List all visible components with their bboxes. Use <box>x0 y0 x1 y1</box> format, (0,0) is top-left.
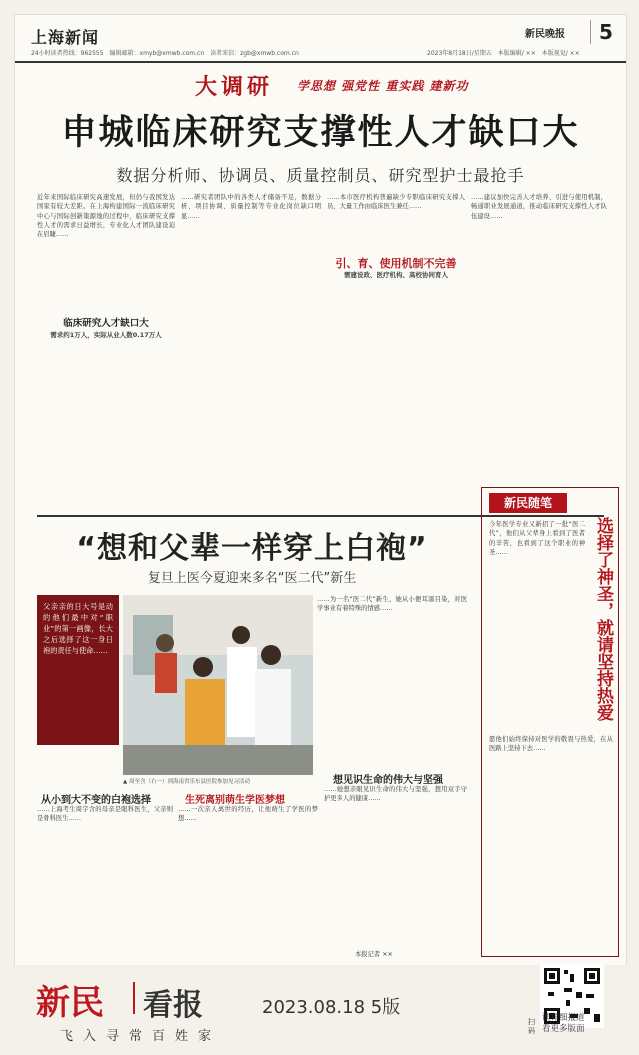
story2-intro-box: 父亲亲的日大号是动的他们最中对“职业”的第一画像，长大之后选择了这一身日袍的责任与使命…… <box>37 595 119 745</box>
masthead <box>15 15 626 63</box>
commentary-text-2: 愿他们始终保持对医学的敬畏与热爱，在从医路上坚持下去…… <box>489 736 613 753</box>
column-tag: 大调研 <box>195 74 274 100</box>
main-subhead: 数据分析师、协调员、质量控制员、研究型护士最抢手 <box>116 166 525 185</box>
paper-brand: 新民晚报 <box>525 29 565 40</box>
footer-edition: 5版 <box>370 997 401 1018</box>
newspaper-page <box>14 14 627 966</box>
story2-headline: “想和父辈一样穿上白袍” <box>76 531 428 566</box>
column-slogan: 学思想 强党性 重实践 建新功 <box>297 79 469 93</box>
story2-column-2: ……上海考生周宇含的母亲是眼科医生，父亲则是骨科医生…… <box>37 806 173 823</box>
story1-subheading-a: 临床研究人才缺口大 <box>37 315 175 329</box>
story1-subheading-b-note: 需建设政、医疗机构、高校协同育人 <box>327 270 465 279</box>
story1-subheading-b: 引、育、使用机制不完善 <box>327 255 465 271</box>
commentary-badge: 新民随笔 <box>489 493 567 513</box>
qr-label <box>542 1013 612 1035</box>
story2-section-b: 生死离别萌生学医梦想 <box>185 795 285 806</box>
masthead-date: 2023年8月18日/星期五 本版编辑/ ×× 本版视觉/ ×× <box>427 50 580 57</box>
qr-label-line2: 看更多版面 <box>542 1024 585 1034</box>
story1-column-1: 近年来国际临床研究高速发展，但仍与我国发达国家有较大差距。在上海构建国际一流临床研究中心与国际创新策源地的过程中，临床研究支撑性人才的需求日益增长，专业化人才团队建设迫在眉睫…… <box>37 194 175 239</box>
footer-slogan: 飞入寻常百姓家 <box>60 1029 222 1044</box>
story2-byline: 本报记者 ×× <box>355 951 393 958</box>
story2-column-3: ……一次亲人离世的经历，让他萌生了学医的梦想…… <box>178 806 318 823</box>
story2-section-a: 从小到大不变的白袍选择 <box>41 795 151 806</box>
footer-brand: 新民 <box>36 983 104 1023</box>
story2-column-1: ……为一名“医二代”新生，她从小便耳濡目染，对医学事业有着特殊的情感…… <box>317 596 467 613</box>
commentary-title: 选择了神圣，就请坚持热爱 <box>593 517 613 721</box>
story2-photo <box>123 595 313 775</box>
main-headline: 申城临床研究支撑性人才缺口大 <box>61 113 580 153</box>
qr-side-label: 扫码 <box>528 1018 535 1035</box>
qr-label-line1: 读详细报道 <box>542 1013 585 1023</box>
story1-column-2: ……研究者团队中的各类人才储备不足，数据分析、项目协调、质量控制等专业化岗位缺口明显…… <box>181 194 321 220</box>
story2-column-4: ……她想亲眼见识生命的伟大与坚强，想用双手守护更多人的健康…… <box>324 786 467 803</box>
story1-column-4: ……建议加快完善人才培养、引进与使用机制，畅通职业发展通道，推动临床研究支撑性人才队伍建设…… <box>471 194 607 220</box>
footer-date-value: 2023.08.18 <box>262 997 366 1018</box>
section-name: 上海新闻 <box>31 28 100 47</box>
story1-column-3: ……本市医疗机构普遍缺少专职临床研究支撑人员，大量工作由临床医生兼任…… <box>327 194 465 211</box>
footer-date <box>262 993 400 1019</box>
story1-subheading-a-note: 需求约1万人，实际从业人数0.17万人 <box>37 330 175 339</box>
masthead-contact: 24小时读者热线：962555 编辑邮箱：xmyb@xmwb.com.cn 读者来信：zgb@xmwb.com.cn <box>31 50 299 57</box>
story2-section-c: 想见识生命的伟大与坚强 <box>333 775 443 786</box>
photo-caption: ▲ 周至含（右一）到海南省乐东县医院参加见习活动 <box>123 779 250 785</box>
story2-subhead: 复旦上医今夏迎来多名“医二代”新生 <box>147 571 357 586</box>
page-number: 5 <box>590 20 613 44</box>
commentary-text-1: 今年医学专业又新招了一批“医二代”，他们从父辈身上看到了医者的辛苦，也看到了这个职业的神圣…… <box>489 521 585 556</box>
footer-brand-sub: 看报 <box>143 988 203 1023</box>
footer-separator <box>133 982 135 1014</box>
